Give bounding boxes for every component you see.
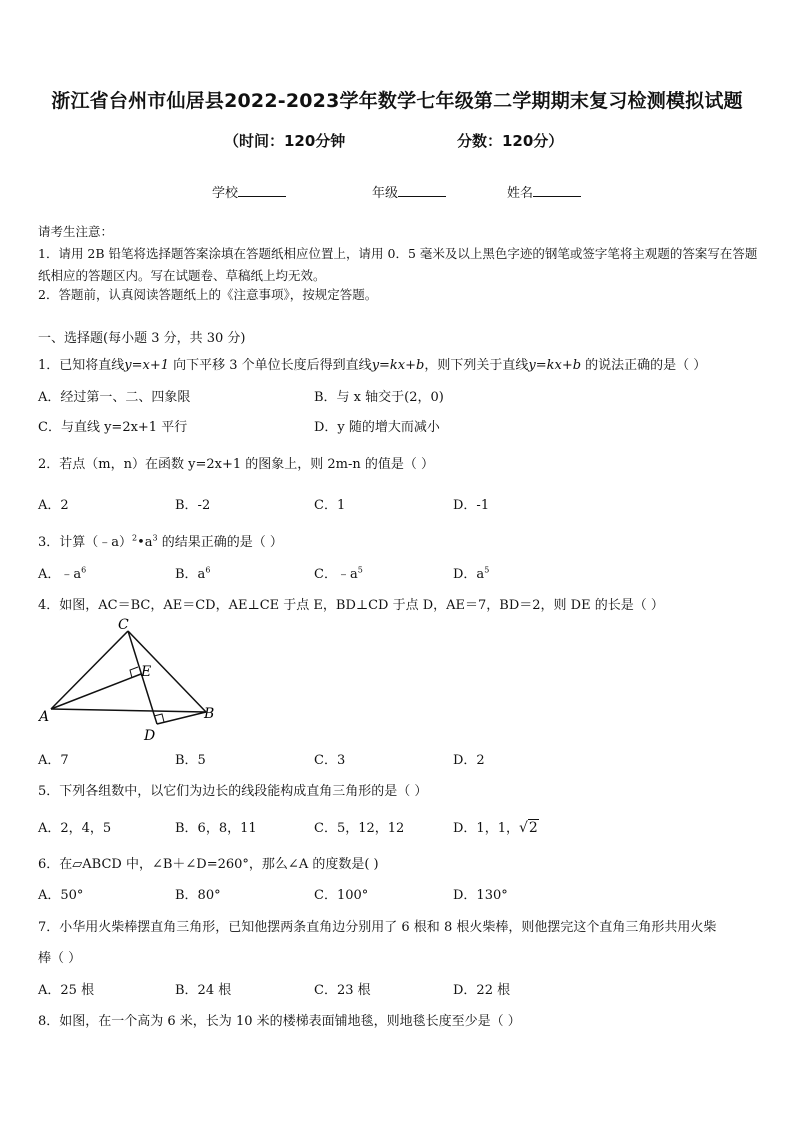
question-1-option-d: D．y 随的增大而减小 bbox=[314, 420, 440, 435]
question-7-option-a: A．25 根 bbox=[38, 983, 95, 998]
exam-time: （时间：120分钟 bbox=[224, 132, 346, 150]
segment-ab bbox=[51, 709, 206, 712]
question-2-stem: 2．若点（m，n）在函数 y=2x+1 的图象上，则 2m-n 的值是（ ） bbox=[38, 457, 434, 472]
label-a: A bbox=[39, 709, 50, 725]
question-1-stem: 1．已知将直线y=x+1 向下平移 3 个单位长度后得到直线y=kx+b，则下列关于直线y=kx+b 的说法正确的是（ ） bbox=[38, 358, 707, 373]
segment-cb bbox=[128, 631, 206, 712]
name-blank[interactable] bbox=[533, 184, 581, 197]
segment-ac bbox=[51, 631, 128, 709]
notice-item-2: 2．答题前，认真阅读答题纸上的《注意事项》，按规定答题。 bbox=[38, 287, 378, 302]
school-field bbox=[212, 182, 286, 201]
question-7-option-d: D．22 根 bbox=[453, 983, 511, 998]
exam-title: 浙江省台州市仙居县2022-2023学年数学七年级第二学期期末复习检测模拟试题 bbox=[51, 90, 743, 112]
sqrt-icon: √2 bbox=[518, 820, 538, 836]
question-4-option-d: D．2 bbox=[453, 753, 485, 768]
question-6-option-a: A．50° bbox=[38, 888, 84, 903]
exam-score: 分数：120分） bbox=[457, 132, 564, 150]
school-label: 学校 bbox=[212, 186, 239, 201]
question-5-option-a: A．2，4，5 bbox=[38, 821, 112, 836]
segment-ae bbox=[51, 674, 141, 709]
question-1-option-b: B．与 x 轴交于(2，0) bbox=[314, 390, 444, 405]
question-7-option-c: C．23 根 bbox=[314, 983, 371, 998]
question-8-stem: 8．如图，在一个高为 6 米，长为 10 米的楼梯表面铺地毯，则地毯长度至少是（ ） bbox=[38, 1014, 521, 1029]
label-d: D bbox=[144, 728, 156, 744]
question-4-option-c: C．3 bbox=[314, 753, 346, 768]
question-5-option-b: B．6，8，11 bbox=[175, 821, 257, 836]
label-e: E bbox=[141, 664, 152, 680]
question-4-stem: 4．如图，AC＝BC，AE＝CD，AE⊥CE 于点 E，BD⊥CD 于点 D，AE＝7，BD＝2，则 DE 的长是（ ） bbox=[38, 598, 664, 613]
grade-blank[interactable] bbox=[398, 184, 446, 197]
question-1-option-a: A．经过第一、二、四象限 bbox=[38, 390, 191, 405]
notice-item-1: 1．请用 2B 铅笔将选择题答案涂填在答题纸相应位置上，请用 0．5 毫米及以上黑色字迹的钢笔或签字笔将主观题的答案写在答题纸相应的答题区内。写在试题卷、草稿纸上均无效。 bbox=[38, 246, 758, 283]
question-6-option-c: C．100° bbox=[314, 888, 369, 903]
question-5-option-d: D．1，1，√2 bbox=[453, 820, 538, 836]
question-2-option-d: D．-1 bbox=[453, 498, 490, 513]
question-4-option-a: A．7 bbox=[38, 753, 69, 768]
question-3-option-d: D．$a^5$ bbox=[453, 565, 490, 582]
question-3-stem: 3．计算$(﹣a)^2•a^3$ 的结果正确的是（ ） bbox=[38, 533, 283, 550]
name-field bbox=[507, 182, 581, 201]
question-7-option-b: B．24 根 bbox=[175, 983, 232, 998]
question-6-option-b: B．80° bbox=[175, 888, 221, 903]
grade-field bbox=[372, 182, 446, 201]
question-1-option-c: C．与直线 y=2x+1 平行 bbox=[38, 420, 188, 435]
question-5-stem: 5．下列各组数中，以它们为边长的线段能构成直角三角形的是（ ） bbox=[38, 784, 428, 799]
question-2-option-c: C．1 bbox=[314, 498, 346, 513]
section-title: 一、选择题(每小题 3 分，共 30 分) bbox=[38, 331, 246, 346]
question-6-option-d: D．130° bbox=[453, 888, 508, 903]
question-2-option-b: B．-2 bbox=[175, 498, 211, 513]
question-3-option-b: B．$a^6$ bbox=[175, 565, 211, 582]
label-c: C bbox=[118, 618, 129, 633]
question-7-stem-line-1: 7．小华用火柴棒摆直角三角形，已知他摆两条直角边分别用了 6 根和 8 根火柴棒，则他摆完这个直角三角形共用火柴 bbox=[38, 920, 717, 935]
grade-label: 年级 bbox=[372, 186, 399, 201]
question-6-stem: 6．在▱ABCD 中，∠B＋∠D=260°，那么∠A 的度数是( ) bbox=[38, 857, 379, 872]
question-2-option-a: A．2 bbox=[38, 498, 69, 513]
question-3-option-a: A．$﹣a^6$ bbox=[38, 565, 87, 582]
question-5-option-c: C．5，12，12 bbox=[314, 821, 405, 836]
question-3-option-c: C．$﹣a^5$ bbox=[314, 565, 363, 582]
notice-heading: 请考生注意： bbox=[38, 224, 114, 239]
triangle-figure bbox=[30, 618, 230, 748]
label-b: B bbox=[204, 706, 215, 722]
segment-db bbox=[157, 712, 206, 724]
school-blank[interactable] bbox=[238, 184, 286, 197]
name-label: 姓名 bbox=[507, 186, 534, 201]
question-7-stem-line-2: 棒（ ） bbox=[38, 951, 82, 966]
question-4-option-b: B．5 bbox=[175, 753, 206, 768]
